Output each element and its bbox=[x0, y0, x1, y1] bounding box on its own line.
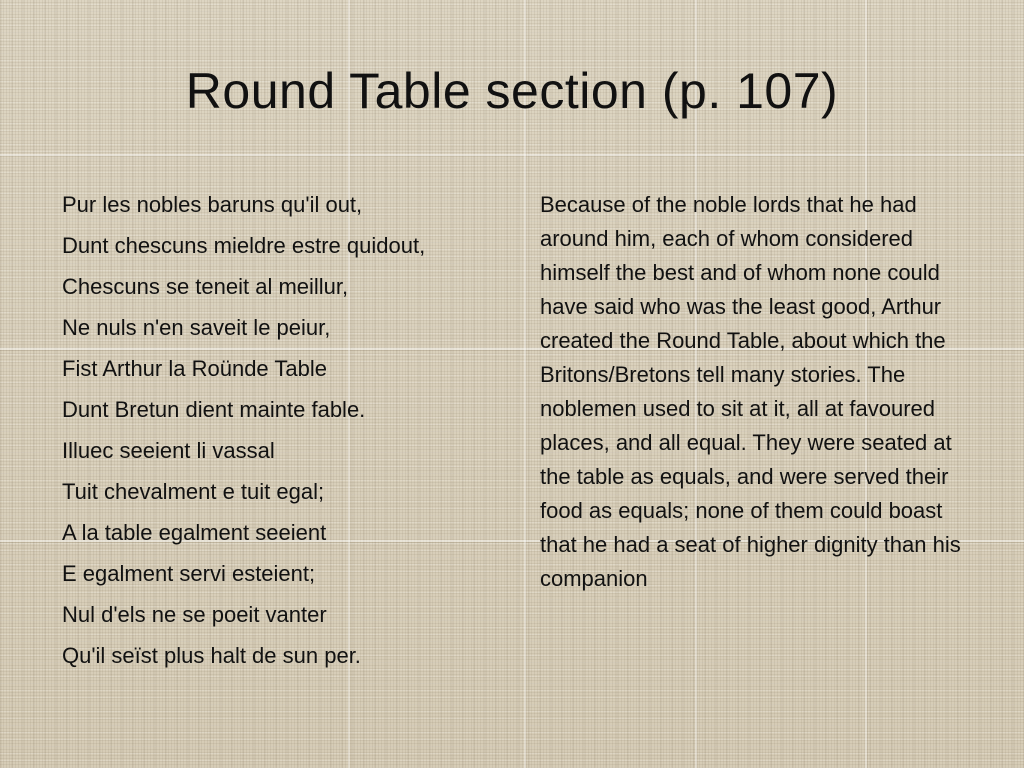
original-line: A la table egalment seeient bbox=[62, 520, 327, 545]
original-line: E egalment servi esteient; bbox=[62, 561, 316, 586]
original-line: Qu'il seïst plus halt de sun per. bbox=[62, 643, 361, 668]
original-line: Dunt chescuns mieldre estre quidout, bbox=[62, 233, 426, 258]
slide-title: Round Table section (p. 107) bbox=[185, 63, 839, 119]
original-line: Chescuns se teneit al meillur, bbox=[62, 274, 349, 299]
original-text-list bbox=[62, 188, 502, 680]
background-seam bbox=[0, 154, 1024, 156]
original-line: Dunt Bretun dient mainte fable. bbox=[62, 397, 366, 422]
original-line: Tuit chevalment e tuit egal; bbox=[62, 479, 325, 504]
original-line: Fist Arthur la Roünde Table bbox=[62, 356, 327, 381]
original-line: Nul d'els ne se poeit vanter bbox=[62, 602, 327, 627]
translation-text: Because of the noble lords that he had around him, each of whom considered himself the best and of whom none could have said who was the least good, Arthur created the Round Table, about which the Britons/Bretons tell many stories. The noblemen used to sit at it, all at favoured places, and all equal. They were seated at the table as equals, and were served their food as equals; none of them could boast that he had a seat of higher dignity than his companion bbox=[540, 192, 961, 591]
original-line: Ne nuls n'en saveit le peiur, bbox=[62, 315, 331, 340]
original-line: Illuec seeient li vassal bbox=[62, 438, 275, 463]
original-line: Pur les nobles baruns qu'il out, bbox=[62, 192, 363, 217]
